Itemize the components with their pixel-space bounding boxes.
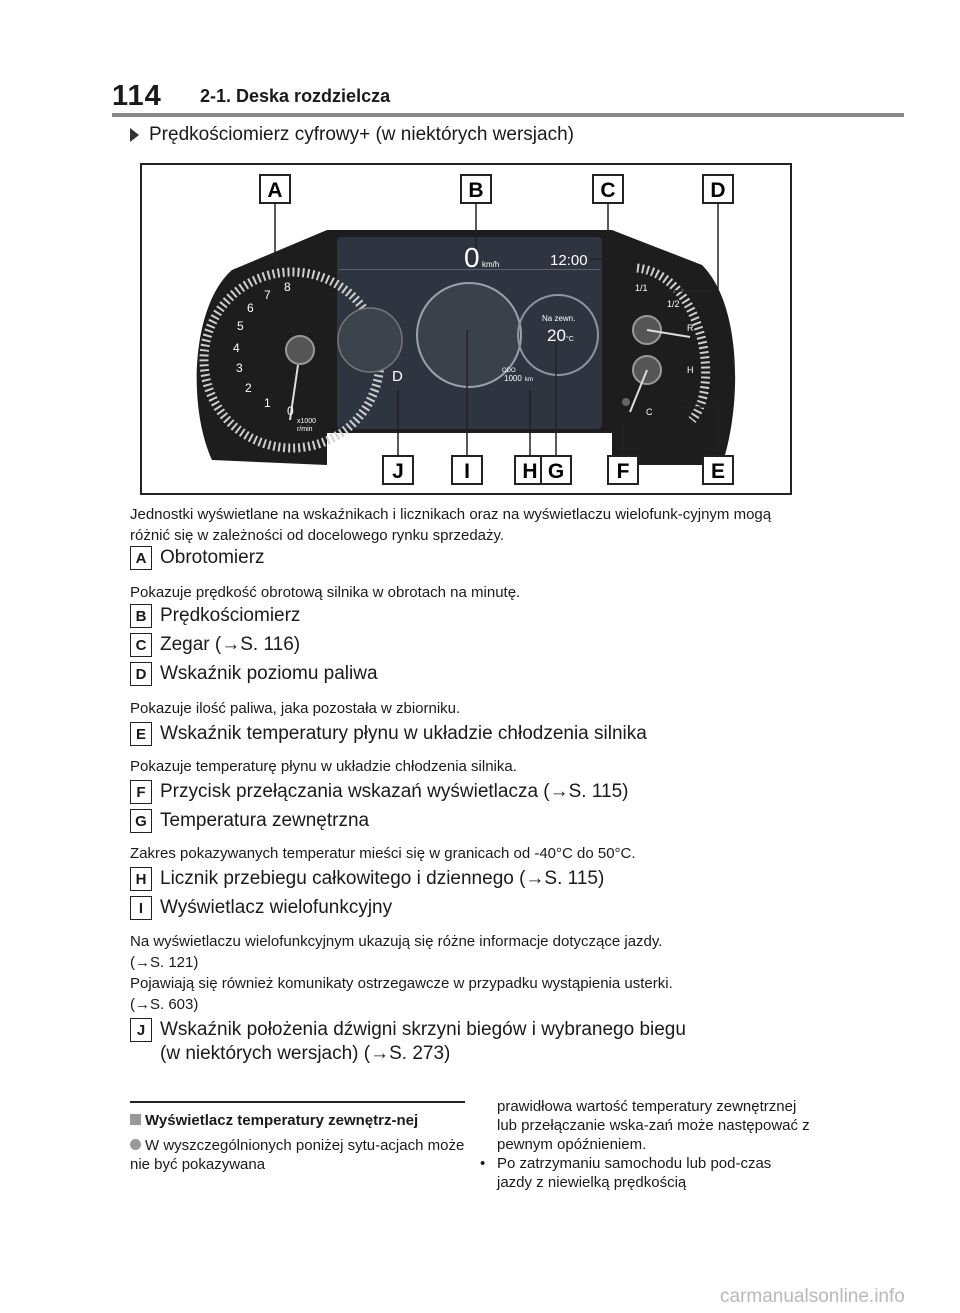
footer-rule <box>130 1101 465 1103</box>
callout-b: B <box>468 179 484 202</box>
badge-h: H <box>130 867 152 891</box>
item-i-desc-1: Na wyświetlaczu wielofunkcyjnym ukazują się różne informacje dotyczące jazdy. <box>130 933 663 950</box>
odo-unit: km <box>525 377 533 383</box>
item-g-desc: Zakres pokazywanych temperatur mieści się w granicach od -40°C do 50°C. <box>130 845 636 862</box>
section-heading <box>130 124 574 146</box>
item-d-title: Wskaźnik poziomu paliwa <box>160 663 378 684</box>
tach-tick-8: 8 <box>284 280 291 294</box>
item-i-title: Wyświetlacz wielofunkcyjny <box>160 897 393 918</box>
note-title <box>130 1111 465 1130</box>
callout-a: A <box>267 179 283 202</box>
badge-g: G <box>130 809 152 833</box>
item-j-title-block <box>160 1018 686 1066</box>
item-j <box>130 1018 686 1066</box>
odo-label: ODO <box>502 368 516 374</box>
callout-h: H <box>522 460 538 483</box>
temp-hot-mark: H <box>687 365 694 375</box>
clock-display: 12:00 <box>550 252 588 269</box>
tach-tick-6: 6 <box>247 301 254 315</box>
item-a <box>130 546 265 570</box>
chapter-title: 2-1. Deska rozdzielcza <box>200 86 391 106</box>
callout-f: F <box>616 460 630 483</box>
item-c-title: Zegar (→S. 116) <box>160 634 301 655</box>
speed-unit: km/h <box>482 260 500 269</box>
note-point <box>130 1136 465 1174</box>
item-b-title: Prędkościomierz <box>160 605 301 626</box>
note-bullet-text: Po zatrzymaniu samochodu lub pod-czas jazdy z niewielką prędkością <box>497 1155 772 1191</box>
item-j-title-line-1: Wskaźnik położenia dźwigni skrzyni biegów i wybranego biegu <box>160 1019 686 1040</box>
instrument-cluster-figure <box>140 163 792 495</box>
item-g-title: Temperatura zewnętrzna <box>160 810 370 831</box>
fuel-half-mark: 1/2 <box>667 299 680 309</box>
callout-c: C <box>600 179 616 202</box>
section-title: Prędkościomierz cyfrowy+ (w niektórych wersjach) <box>149 124 574 145</box>
tach-tick-4: 4 <box>233 341 240 355</box>
item-e <box>130 722 647 746</box>
item-i-desc-2: (→S. 121) <box>130 954 199 971</box>
tach-tick-2: 2 <box>245 381 252 395</box>
badge-a: A <box>130 546 152 570</box>
item-i <box>130 896 392 920</box>
note-bullet <box>480 1154 810 1192</box>
item-i-desc-4: (→S. 603) <box>130 996 199 1013</box>
watermark: carmanualsonline.info <box>720 1286 905 1307</box>
tach-unit-rpm: r/min <box>297 426 313 433</box>
callout-i: I <box>464 460 470 483</box>
item-i-desc-3: Pojawiają się również komunikaty ostrzegawcze w przypadku wystąpienia usterki. <box>130 975 673 992</box>
fuel-full-mark: 1/1 <box>635 283 648 293</box>
badge-j: J <box>130 1018 152 1042</box>
note-point-text: W wyszczególnionych poniżej sytu-acjach może nie być pokazywana <box>130 1137 465 1173</box>
tach-tick-7: 7 <box>264 288 271 302</box>
item-g <box>130 809 369 833</box>
note-title-text: Wyświetlacz temperatury zewnętrz-nej <box>145 1112 419 1129</box>
item-a-title: Obrotomierz <box>160 547 265 568</box>
callout-d: D <box>710 179 726 202</box>
callout-g: G <box>547 460 565 483</box>
outside-temp-value: 20 <box>547 326 566 345</box>
badge-c: C <box>130 633 152 657</box>
badge-f: F <box>130 780 152 804</box>
outside-temp-label: Na zewn. <box>542 314 576 323</box>
header-rule <box>112 113 904 117</box>
badge-b: B <box>130 604 152 628</box>
badge-e: E <box>130 722 152 746</box>
circle-bullet-icon <box>130 1139 141 1150</box>
tach-tick-1: 1 <box>264 396 271 410</box>
callout-j: J <box>392 460 404 483</box>
badge-d: D <box>130 662 152 686</box>
temp-cold-mark: C <box>646 407 653 417</box>
item-b <box>130 604 300 628</box>
item-d-desc: Pokazuje ilość paliwa, jaka pozostała w zbiorniku. <box>130 700 461 717</box>
gear-indicator: D <box>392 368 403 385</box>
item-a-desc: Pokazuje prędkość obrotową silnika w obrotach na minutę. <box>130 584 521 601</box>
note-left-column <box>130 1111 465 1180</box>
odo-value: 1000 <box>504 374 522 383</box>
note-continuation: prawidłowa wartość temperatury zewnętrznej lub przełączanie wska-zań może następować z pewnym opóźnieniem. <box>497 1098 810 1153</box>
triangle-bullet-icon <box>130 128 139 142</box>
bullet-icon: • <box>480 1155 486 1172</box>
tach-tick-5: 5 <box>237 319 244 333</box>
page-number: 114 <box>112 80 162 112</box>
intro-paragraph: Jednostki wyświetlane na wskaźnikach i licznikach oraz na wyświetlaczu wielofunk-cyjnym mogą różnić się w zależności od docelowego rynku sprzedaży. <box>130 506 772 544</box>
item-f-title: Przycisk przełączania wskazań wyświetlacza (→S. 115) <box>160 781 629 802</box>
item-e-title: Wskaźnik temperatury płynu w układzie chłodzenia silnika <box>160 723 647 744</box>
instrument-cluster-illustration <box>142 165 790 493</box>
tach-tick-0: 0 <box>287 404 294 418</box>
item-j-title-line-2: (w niektórych wersjach) (→S. 273) <box>160 1043 451 1064</box>
badge-i: I <box>130 896 152 920</box>
item-e-desc: Pokazuje temperaturę płynu w układzie chłodzenia silnika. <box>130 758 517 775</box>
outside-temp-unit: °C <box>566 336 574 343</box>
item-d <box>130 662 378 686</box>
item-c <box>130 633 300 657</box>
tach-tick-3: 3 <box>236 361 243 375</box>
note-right-column <box>480 1097 810 1192</box>
speed-value: 0 <box>464 242 480 273</box>
item-h <box>130 867 604 891</box>
tach-unit-x1000: x1000 <box>297 418 317 425</box>
square-bullet-icon <box>130 1114 141 1125</box>
item-f <box>130 780 628 804</box>
callout-e: E <box>710 460 726 483</box>
fuel-reserve-mark: R <box>687 323 694 333</box>
item-h-title: Licznik przebiegu całkowitego i dziennego (→S. 115) <box>160 868 605 889</box>
